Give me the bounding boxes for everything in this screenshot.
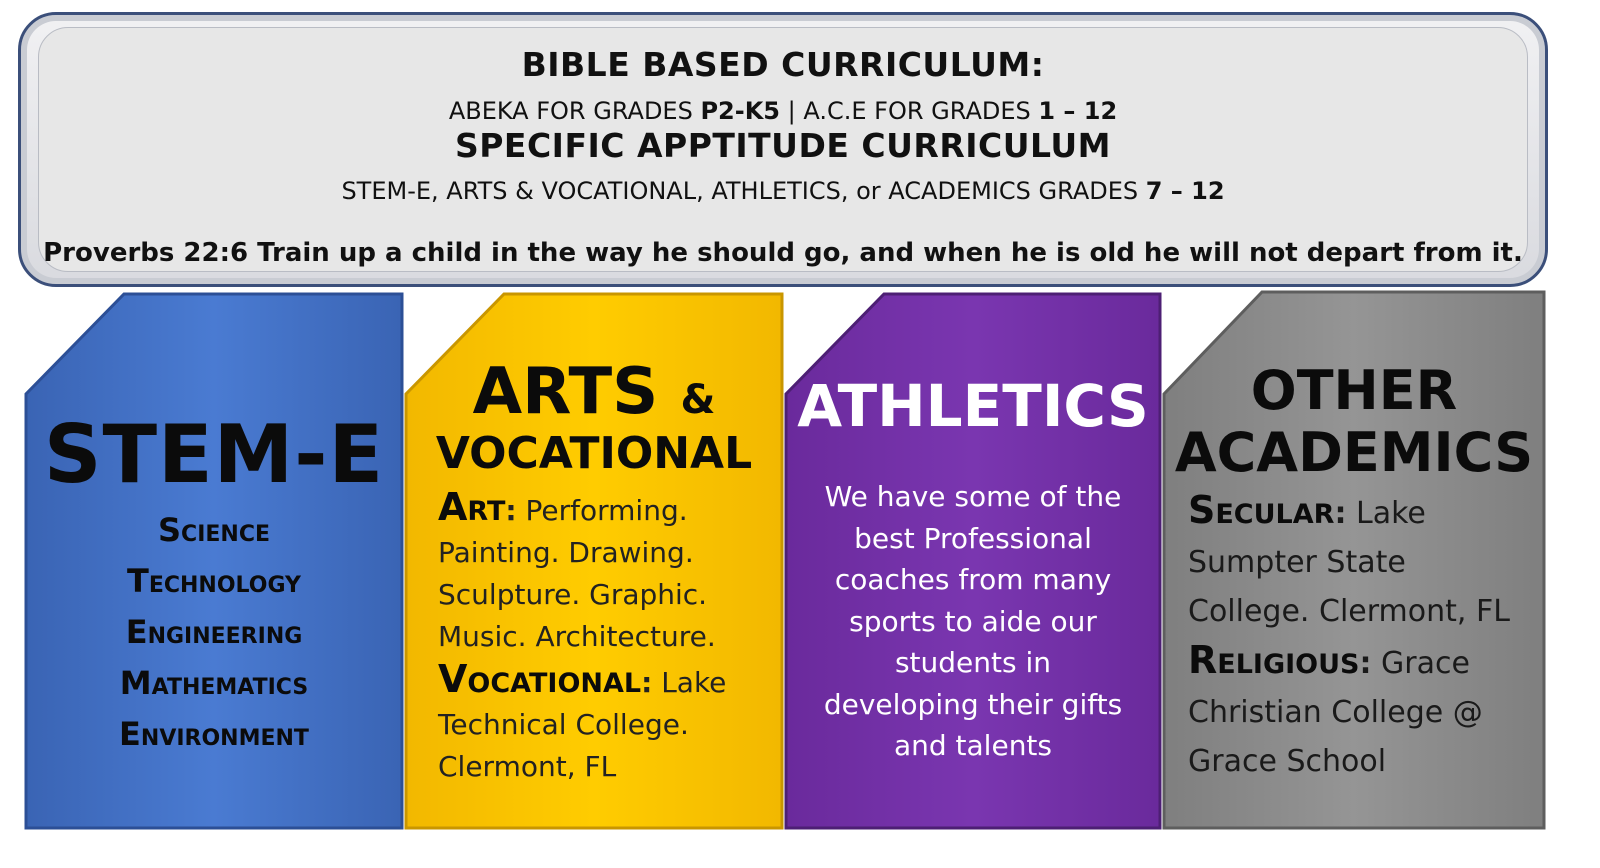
art-label: Art [438,485,506,529]
aptitude-curriculum-title: SPECIFIC APPTITUDE CURRICULUM [454,126,1112,165]
athletics-description: We have some of the best Professional coaches from many sports to aide our students in developing their gifts and talents [823,480,1123,762]
curriculum-header-inner [38,27,1528,272]
grades-line-1: ABEKA FOR GRADES P2-K5 | A.C.E FOR GRADES 1 – 12 [448,97,1118,125]
arts-vocational-tile[interactable] [404,290,784,830]
stem-word-engineering: Engineering [125,613,303,651]
stem-title: STEM-E [43,408,385,501]
athletics-title: ATHLETICS [797,372,1149,440]
stem-tile[interactable] [24,290,404,830]
arts-description: Art: Performing. Painting. Drawing. Sculpture. Graphic. Music. Architecture. Vocational: Lake Technical College. Clermont, FL [438,485,727,783]
other-academics-tile[interactable] [1162,290,1546,830]
religious-label: Religious [1188,638,1360,682]
other-academics-title: OTHER ACADEMICS [1174,359,1534,484]
athletics-tile[interactable] [784,290,1162,830]
proverbs-verse: Proverbs 22:6 Train up a child in the way he should go, and when he is old he will not depart from it. [43,238,1523,268]
vocational-label: Vocational [438,657,642,701]
stem-word-science: Science [158,511,270,549]
bible-curriculum-title: BIBLE BASED CURRICULUM: [521,45,1045,84]
curriculum-header-panel [18,12,1548,287]
stem-word-list [24,505,404,760]
other-academics-description: Secular: Lake Sumpter State College. Clermont, FL Religious: Grace Christian College @ Grace School [1188,488,1510,779]
stem-word-technology: Technology [127,562,301,600]
grades-line-2: STEM-E, ARTS & VOCATIONAL, ATHLETICS, or ACADEMICS GRADES 7 – 12 [341,177,1225,205]
vocational-title: VOCATIONAL [435,428,753,479]
stem-word-environment: Environment [119,715,309,753]
secular-label: Secular [1188,488,1335,532]
arts-title: ARTS & [472,355,716,429]
stem-word-mathematics: Mathematics [119,664,309,702]
